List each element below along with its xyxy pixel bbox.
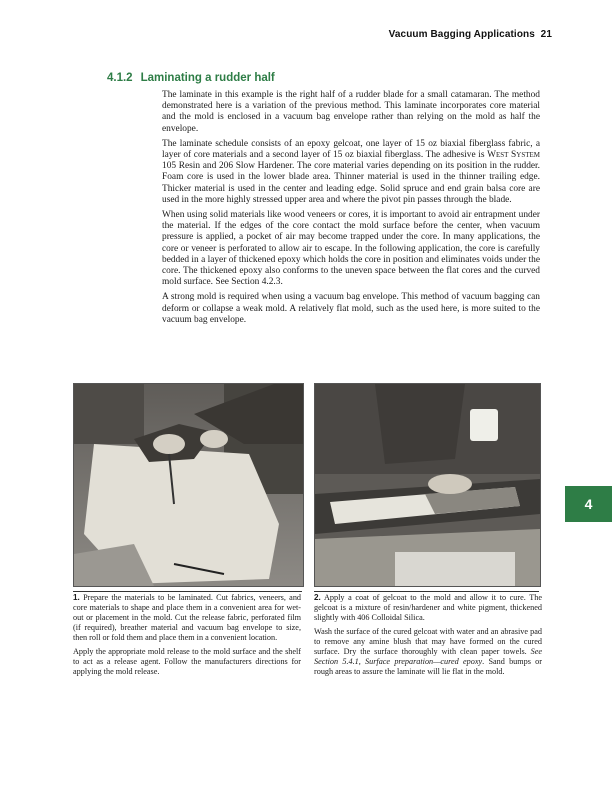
photo-cutting-materials bbox=[73, 383, 304, 587]
caption-paragraph: 2. Apply a coat of gelcoat to the mold and allow it to cure. The gelcoat is a mixture of resin/hardener and white pigment, thickened slightly with 406 Colloidal Silica. bbox=[314, 593, 542, 622]
photo-cutting-materials-image bbox=[74, 384, 303, 586]
caption-paragraph: Apply the appropriate mold release to the mold surface and the shelf to act as a release agent. Follow the manufacturers directions for applying the mold release. bbox=[73, 647, 301, 676]
caption-step-1 bbox=[73, 593, 301, 681]
caption-rule bbox=[314, 591, 539, 592]
paragraph: The laminate in this example is the right half of a rudder blade for a small catamaran. The method demonstrated here is a variation of the previous method. This laminate incorporates core material and the mold is enclosed in a vacuum bag envelope rather than relying on the mold as half the envelope. bbox=[162, 90, 540, 134]
running-title: Vacuum Bagging Applications bbox=[388, 29, 535, 40]
running-head bbox=[389, 29, 552, 40]
caption-paragraph: 1. Prepare the materials to be laminated. Cut fabrics, veneers, and core materials to shape and place them in a convenient area for wet-out or placement in the mold. Cut the release fabric, perforated film (if required), breather material and vacuum bag envelope to size, then roll or fold them and place them in a convenient location. bbox=[73, 593, 302, 642]
caption-rule bbox=[73, 591, 302, 592]
paragraph: When using solid materials like wood veneers or cores, it is important to avoid air entrapment under the material. If the edges of the core contact the mold surface before the center, when vacuum pressure is applied, a pocket of air may become trapped under the core. In many applications, the core or veneer is perforated to allow air to escape. In the following application, the core is carefully bedded in a layer of thickened epoxy which holds the core in position and eliminates voids under the core. The thickened epoxy also conforms to the uneven space between the flat cores and the curved mold surface. See Section 4.2.3. bbox=[162, 210, 540, 288]
caption-paragraph: Wash the surface of the cured gelcoat with water and an abrasive pad to remove any amine blush that may have formed on the cured surface. Dry the surface thoroughly with clean paper towels. See Section 5.4.1, Surface preparation—cured epoxy. Sand bumps or rough areas to assure the laminate will lie flat in the mold. bbox=[314, 627, 542, 676]
step-number: 2. bbox=[314, 593, 321, 602]
paragraph: A strong mold is required when using a vacuum bag envelope. This method of vacuum bagging can deform or collapse a weak mold. A relatively flat mold, such as the used here, is more suited to the vacuum bag envelope. bbox=[162, 292, 540, 325]
page-number: 21 bbox=[540, 29, 552, 40]
chapter-tab: 4 bbox=[565, 486, 612, 522]
brand-name: West System bbox=[487, 150, 540, 161]
paragraph: The laminate schedule consists of an epoxy gelcoat, one layer of 15 oz biaxial fiberglass fabric, a layer of core materials and a second layer of 15 oz biaxial fiberglass. The adhesive is West System 105 Resin and 206 Slow Hardener. The core material varies depending on its position in the rudder. Foam core is used in the lower blade area. Thinner material is used in the thinner trailing edge. Thicker material is used in the center and leading edge. Solid spruce and end grain balsa core are used in the more highly stressed upper area and where the pivot pin passes through the blade. bbox=[162, 138, 540, 205]
section-number: 4.1.2 bbox=[107, 72, 133, 84]
body-text bbox=[162, 90, 540, 330]
step-number: 1. bbox=[73, 593, 80, 602]
section-heading bbox=[107, 72, 275, 84]
caption-step-2 bbox=[314, 593, 542, 681]
cross-reference: See Section 5.4.1, Surface preparation—cured epoxy bbox=[314, 647, 542, 666]
photo-applying-gelcoat-image bbox=[315, 384, 540, 586]
photo-applying-gelcoat bbox=[314, 383, 541, 587]
section-title: Laminating a rudder half bbox=[140, 72, 275, 84]
